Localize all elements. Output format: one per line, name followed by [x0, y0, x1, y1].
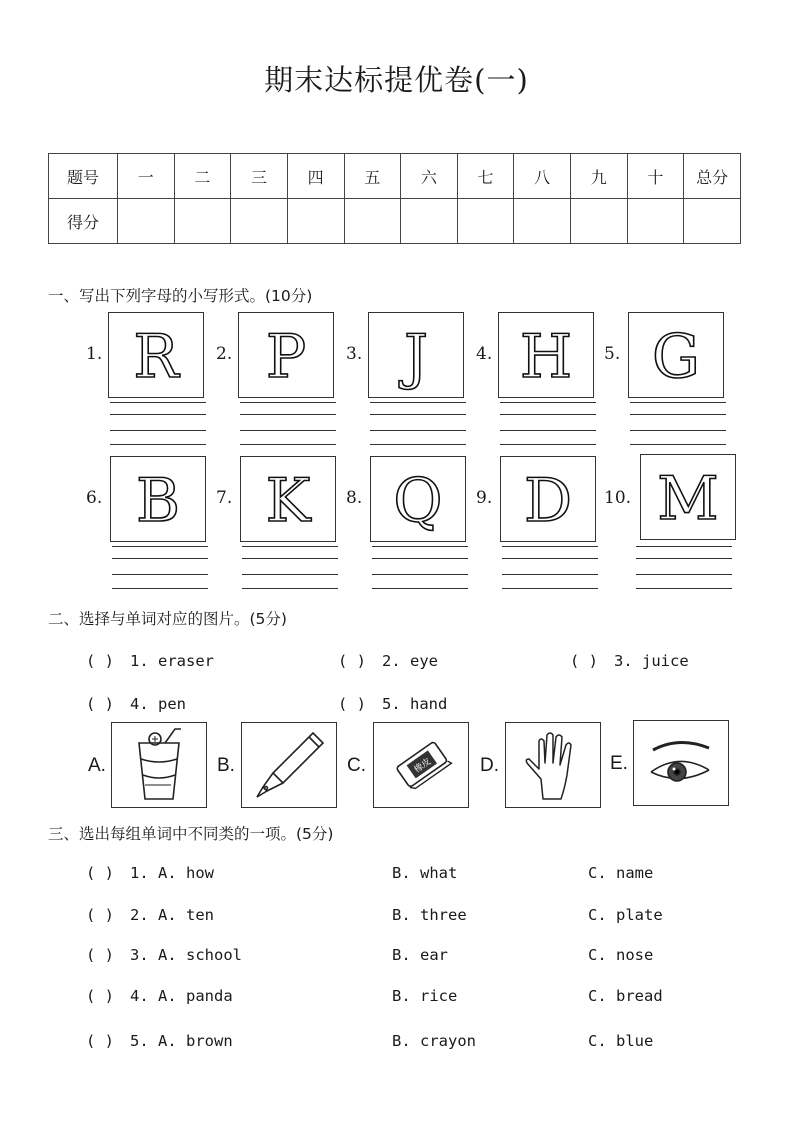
writing-lines[interactable] — [110, 402, 206, 446]
section1-heading: 一、写出下列字母的小写形式。(10分) — [48, 287, 313, 305]
answer-blank[interactable]: ( ) — [338, 652, 366, 670]
writing-lines[interactable] — [240, 402, 336, 446]
juice-cup-icon — [111, 722, 207, 808]
option-b: B. ear — [392, 946, 448, 964]
item-number: 7. — [216, 488, 233, 508]
score-input-cell[interactable] — [174, 199, 231, 244]
score-table-cell: 六 — [401, 154, 458, 199]
eraser-label: 橡皮 — [412, 756, 434, 776]
score-input-cell[interactable] — [627, 199, 684, 244]
letter-card-p — [238, 312, 334, 398]
writing-lines[interactable] — [242, 546, 338, 590]
item-number: 8. — [346, 488, 363, 508]
answer-blank[interactable]: ( ) — [86, 652, 114, 670]
picture-label: D. — [480, 755, 499, 776]
option-c: C. plate — [588, 906, 663, 924]
option-a: 2. A. ten — [130, 906, 214, 924]
score-table-cell: 三 — [231, 154, 288, 199]
letter-card-g — [628, 312, 724, 398]
score-table-cell: 五 — [344, 154, 401, 199]
fountain-pen-icon — [241, 722, 337, 808]
letter-glyph: Q — [393, 466, 443, 536]
question-text: 1. eraser — [130, 652, 214, 670]
answer-blank[interactable]: ( ) — [86, 946, 114, 964]
option-a: 5. A. brown — [130, 1032, 233, 1050]
score-table-cell: 十 — [627, 154, 684, 199]
option-b: B. what — [392, 864, 458, 882]
score-table-score-row — [49, 199, 741, 244]
score-input-cell[interactable] — [344, 199, 401, 244]
letter-glyph: K — [265, 466, 311, 536]
score-table-cell: 一 — [118, 154, 175, 199]
letter-glyph: J — [403, 322, 429, 392]
letter-card-b — [110, 456, 206, 542]
item-number: 3. — [346, 344, 363, 364]
picture-label: B. — [217, 755, 235, 776]
option-a: 1. A. how — [130, 864, 214, 882]
score-input-cell[interactable] — [457, 199, 514, 244]
letter-glyph: H — [519, 322, 573, 392]
question-text: 2. eye — [382, 652, 438, 670]
answer-blank[interactable]: ( ) — [86, 864, 114, 882]
option-a: 4. A. panda — [130, 987, 233, 1005]
score-input-cell[interactable] — [514, 199, 571, 244]
score-row-label: 得分 — [49, 199, 118, 244]
letter-glyph: M — [657, 464, 719, 534]
answer-blank[interactable]: ( ) — [86, 695, 114, 713]
writing-lines[interactable] — [502, 546, 598, 590]
letter-card-q — [370, 456, 466, 542]
section3-heading: 三、选出每组单词中不同类的一项。(5分) — [48, 825, 334, 843]
picture-label: A. — [88, 755, 106, 776]
answer-blank[interactable]: ( ) — [570, 652, 598, 670]
writing-lines[interactable] — [372, 546, 468, 590]
score-table-cell: 四 — [287, 154, 344, 199]
option-a: 3. A. school — [130, 946, 242, 964]
answer-blank[interactable]: ( ) — [338, 695, 366, 713]
answer-blank[interactable]: ( ) — [86, 906, 114, 924]
letter-card-m — [640, 454, 736, 540]
picture-label: C. — [347, 755, 366, 776]
score-table-header-row — [49, 154, 741, 199]
option-c: C. nose — [588, 946, 654, 964]
letter-glyph: B — [135, 466, 181, 536]
score-table-cell: 二 — [174, 154, 231, 199]
score-table — [48, 153, 741, 244]
score-input-cell[interactable] — [231, 199, 288, 244]
option-b: B. crayon — [392, 1032, 476, 1050]
question-text: 4. pen — [130, 695, 186, 713]
option-c: C. bread — [588, 987, 663, 1005]
item-number: 9. — [476, 488, 493, 508]
letter-card-j — [368, 312, 464, 398]
picture-label: E. — [610, 753, 628, 774]
score-table-cell: 总分 — [684, 154, 741, 199]
question-text: 3. juice — [614, 652, 689, 670]
score-table-cell: 八 — [514, 154, 571, 199]
hand-icon — [505, 722, 601, 808]
section2-heading: 二、选择与单词对应的图片。(5分) — [48, 610, 287, 628]
item-number: 2. — [216, 344, 233, 364]
letter-card-h — [498, 312, 594, 398]
writing-lines[interactable] — [370, 402, 466, 446]
letter-glyph: G — [652, 322, 700, 392]
item-number: 6. — [86, 488, 103, 508]
item-number: 10. — [604, 488, 632, 508]
letter-card-d — [500, 456, 596, 542]
score-input-cell[interactable] — [684, 199, 741, 244]
option-c: C. name — [588, 864, 654, 882]
eraser-icon — [373, 722, 469, 808]
letter-card-k — [240, 456, 336, 542]
item-number: 1. — [86, 344, 103, 364]
answer-blank[interactable]: ( ) — [86, 1032, 114, 1050]
option-c: C. blue — [588, 1032, 654, 1050]
item-number: 4. — [476, 344, 493, 364]
score-input-cell[interactable] — [287, 199, 344, 244]
item-number: 5. — [604, 344, 621, 364]
letter-card-r — [108, 312, 204, 398]
answer-blank[interactable]: ( ) — [86, 987, 114, 1005]
score-input-cell[interactable] — [571, 199, 628, 244]
page-title: 期末达标提优卷(一) — [264, 63, 529, 97]
letter-glyph: R — [133, 322, 179, 392]
option-b: B. rice — [392, 987, 458, 1005]
writing-lines[interactable] — [112, 546, 208, 590]
option-b: B. three — [392, 906, 467, 924]
writing-lines[interactable] — [636, 546, 732, 590]
score-input-cell[interactable] — [118, 199, 175, 244]
score-table-cell: 题号 — [49, 154, 118, 199]
letter-glyph: P — [265, 322, 307, 392]
writing-lines[interactable] — [630, 402, 726, 446]
score-table-cell: 七 — [457, 154, 514, 199]
score-table-cell: 九 — [571, 154, 628, 199]
writing-lines[interactable] — [500, 402, 596, 446]
letter-glyph: D — [523, 466, 573, 536]
eye-icon — [633, 720, 729, 806]
question-text: 5. hand — [382, 695, 448, 713]
score-input-cell[interactable] — [401, 199, 458, 244]
